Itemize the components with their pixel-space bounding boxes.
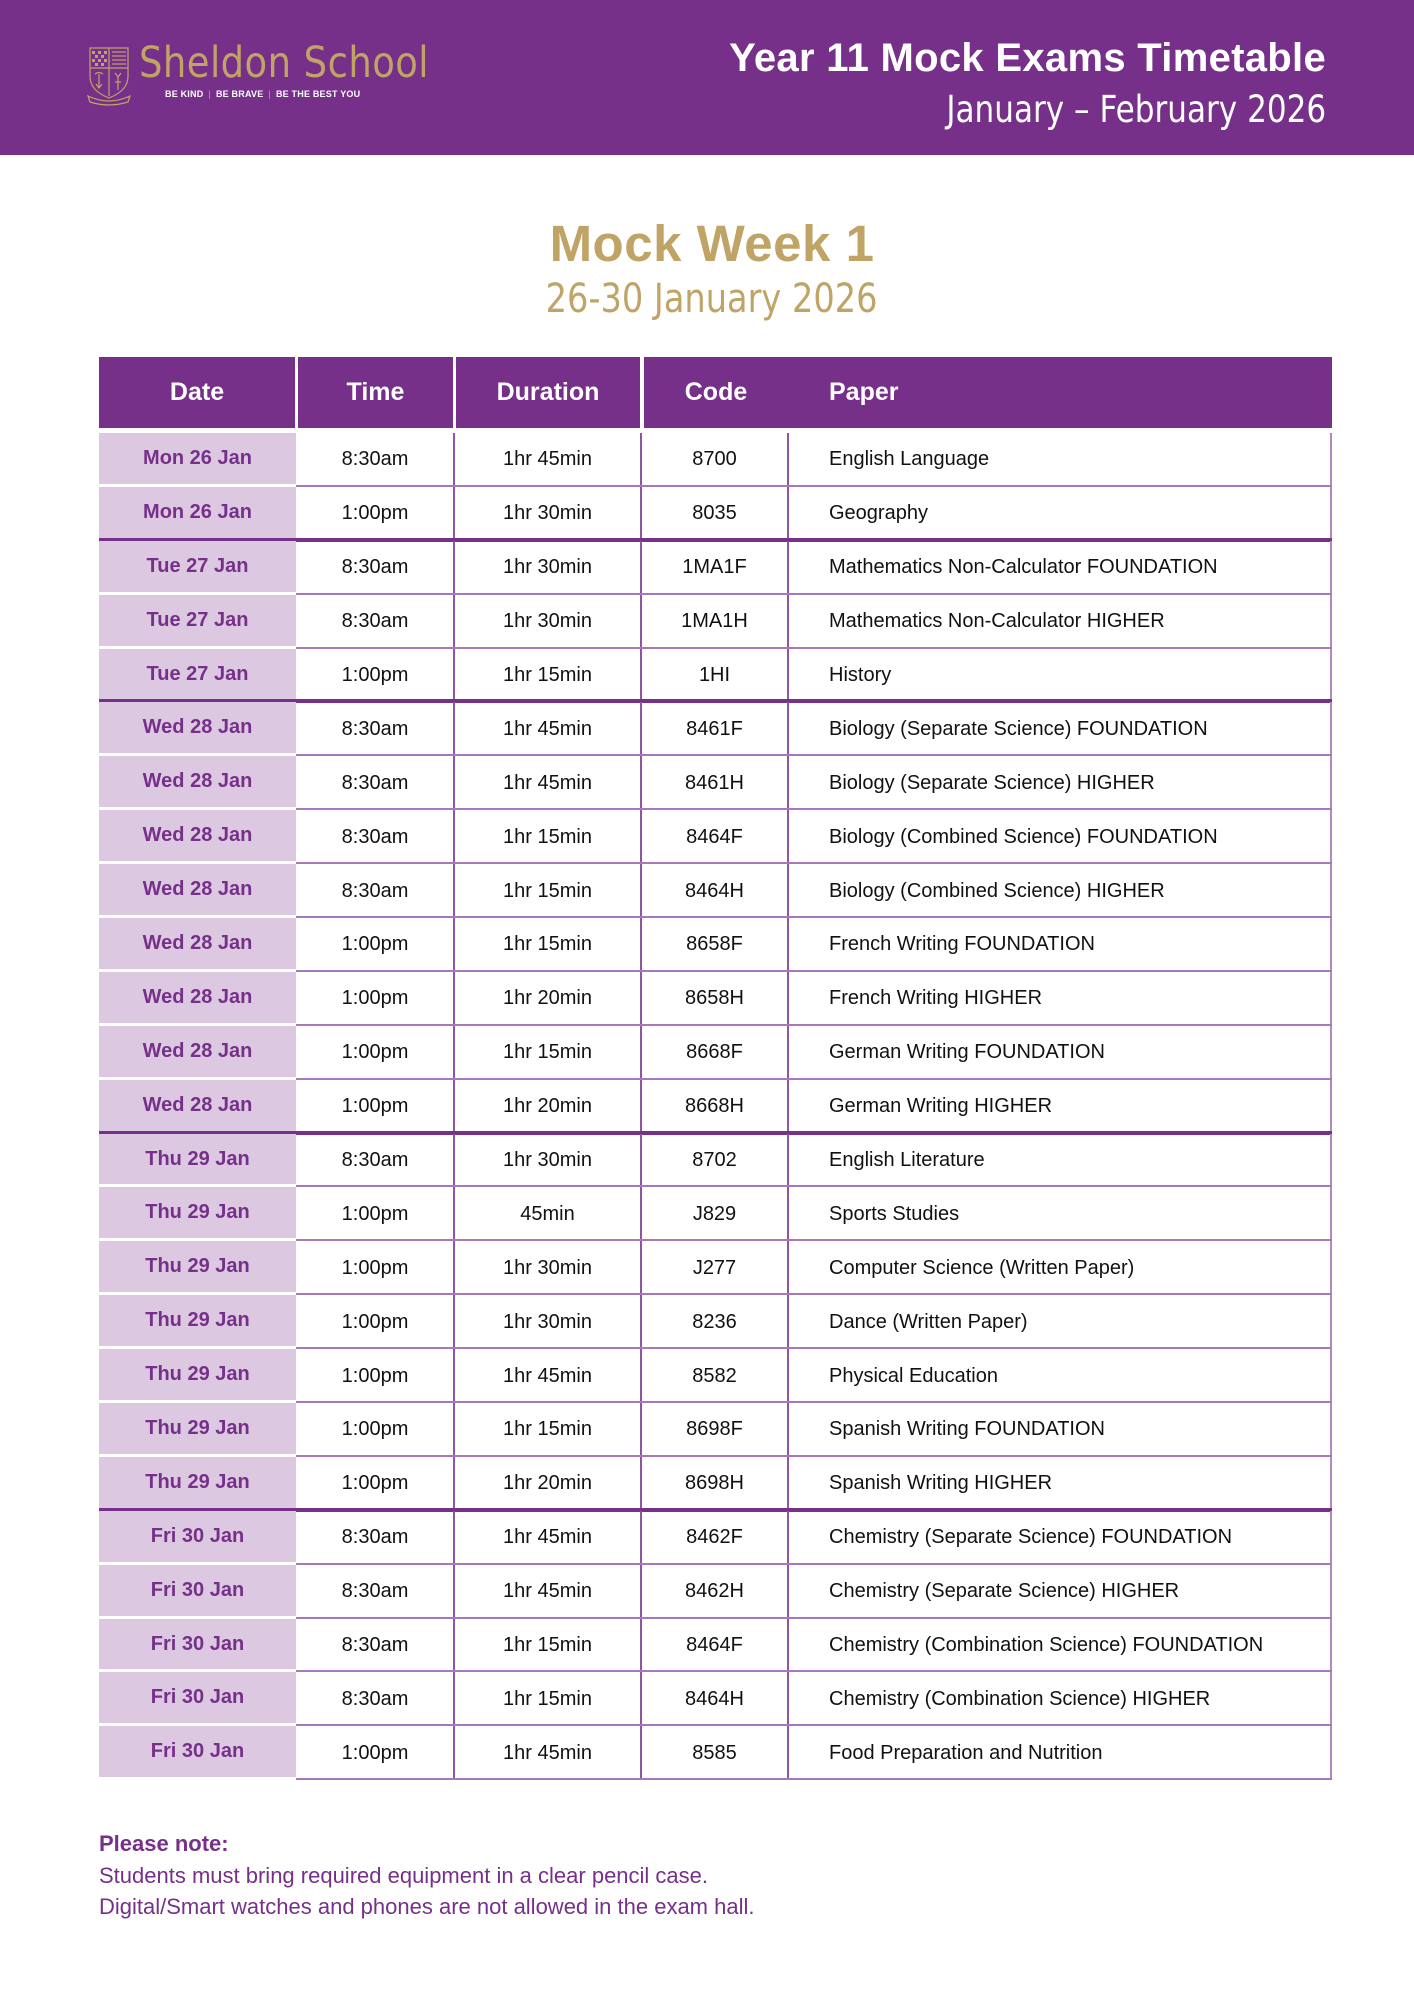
column-divider [453, 595, 455, 649]
paper-cell: History [829, 664, 892, 686]
duration-cell: 45min [520, 1202, 575, 1225]
column-divider [640, 1457, 642, 1511]
paper-cell: English Literature [829, 1149, 985, 1172]
column-divider [453, 864, 455, 918]
paper-cell: English Language [829, 448, 990, 471]
code-cell: 8702 [692, 1149, 737, 1172]
table-row [99, 1672, 1332, 1726]
duration-cell: 1hr 45min [503, 448, 592, 471]
column-divider [453, 1134, 455, 1188]
column-divider [640, 1295, 642, 1349]
code-cell: 8464F [686, 1634, 743, 1657]
table-right-border [1330, 810, 1332, 864]
code-cell: 8035 [692, 502, 737, 525]
paper-cell: Spanish Writing FOUNDATION [829, 1418, 1105, 1441]
table-right-border [1330, 864, 1332, 918]
date-cell: Wed 28 Jan [99, 972, 296, 1023]
column-divider [640, 756, 642, 810]
column-divider [453, 1295, 455, 1349]
column-divider [453, 1511, 455, 1565]
paper-cell: French Writing HIGHER [829, 987, 1043, 1010]
column-divider [640, 918, 642, 972]
column-divider [640, 1026, 642, 1080]
duration-cell: 1hr 15min [503, 1418, 592, 1441]
date-cell: Mon 26 Jan [99, 433, 296, 484]
time-cell: 8:30am [341, 556, 409, 579]
document-subtitle: January – February 2026 [946, 88, 1326, 131]
paper-cell: Geography [829, 502, 928, 525]
duration-cell: 1hr 15min [503, 1634, 592, 1657]
column-divider [787, 433, 789, 487]
column-divider [640, 1134, 642, 1188]
column-divider [640, 1187, 642, 1241]
column-divider [787, 1349, 789, 1403]
table-row [99, 756, 1332, 810]
duration-cell: 1hr 45min [503, 1364, 592, 1387]
time-cell: 8:30am [341, 1526, 409, 1549]
column-divider [640, 1672, 642, 1726]
code-cell: 8658H [685, 987, 744, 1010]
column-divider [787, 1403, 789, 1457]
paper-cell: Physical Education [829, 1364, 998, 1387]
date-cell: Tue 27 Jan [99, 649, 296, 700]
column-divider [787, 1619, 789, 1673]
table-right-border [1330, 1080, 1332, 1134]
time-cell: 8:30am [341, 448, 409, 471]
paper-cell: Chemistry (Separate Science) HIGHER [829, 1580, 1180, 1603]
table-right-border [1330, 1619, 1332, 1673]
code-cell: 8668F [686, 1041, 743, 1064]
date-cell: Thu 29 Jan [99, 1134, 296, 1185]
column-divider [640, 1565, 642, 1619]
table-row [99, 864, 1332, 918]
table-right-border [1330, 702, 1332, 756]
column-divider [453, 649, 455, 703]
table-row [99, 487, 1332, 541]
column-divider [640, 1619, 642, 1673]
column-divider [640, 487, 642, 541]
table-right-border [1330, 1726, 1332, 1780]
column-divider [640, 541, 642, 595]
column-divider [787, 1565, 789, 1619]
paper-cell: Chemistry (Combination Science) HIGHER [829, 1687, 1211, 1710]
column-divider [787, 918, 789, 972]
table-row [99, 918, 1332, 972]
code-cell: 8582 [692, 1364, 737, 1387]
code-cell: 8461H [685, 771, 744, 794]
tagline-part: BE KIND [165, 89, 204, 99]
column-divider [787, 1134, 789, 1188]
table-row [99, 433, 1332, 487]
table-right-border [1330, 541, 1332, 595]
table-right-border [1330, 1349, 1332, 1403]
column-header-duration: Duration [456, 357, 640, 428]
table-right-border [1330, 595, 1332, 649]
column-divider [640, 433, 642, 487]
week-dates-text: 26-30 January 2026 [546, 276, 878, 322]
date-cell: Fri 30 Jan [99, 1619, 296, 1670]
column-header-date: Date [99, 357, 295, 428]
time-cell: 8:30am [341, 1580, 409, 1603]
time-cell: 8:30am [341, 825, 409, 848]
column-divider [787, 595, 789, 649]
column-divider [787, 1295, 789, 1349]
code-cell: 8668H [685, 1095, 744, 1118]
table-row [99, 810, 1332, 864]
table-row [99, 1457, 1332, 1511]
code-cell: 8462H [685, 1580, 744, 1603]
column-divider [453, 433, 455, 487]
column-header-time: Time [298, 357, 453, 428]
column-divider [787, 541, 789, 595]
time-cell: 8:30am [341, 1634, 409, 1657]
date-cell: Fri 30 Jan [99, 1565, 296, 1616]
table-row [99, 1511, 1332, 1565]
date-cell: Thu 29 Jan [99, 1187, 296, 1238]
column-divider [640, 810, 642, 864]
column-divider [640, 1511, 642, 1565]
tagline-divider: | [268, 89, 271, 99]
header-banner [0, 0, 1414, 155]
table-right-border [1330, 1295, 1332, 1349]
paper-cell: French Writing FOUNDATION [829, 933, 1095, 956]
time-cell: 1:00pm [341, 664, 409, 686]
time-cell: 1:00pm [341, 1741, 409, 1764]
table-right-border [1330, 433, 1332, 487]
time-cell: 1:00pm [341, 987, 409, 1010]
column-divider [640, 1726, 642, 1780]
note-heading: Please note: [99, 1831, 229, 1856]
duration-cell: 1hr 15min [503, 664, 592, 686]
column-divider [640, 1080, 642, 1134]
column-divider [787, 1457, 789, 1511]
column-divider [787, 1726, 789, 1780]
exam-table-body [99, 433, 1332, 1780]
table-right-border [1330, 1187, 1332, 1241]
table-right-border [1330, 649, 1332, 703]
column-divider [787, 1026, 789, 1080]
time-cell: 8:30am [341, 1149, 409, 1172]
column-divider [453, 810, 455, 864]
column-header-code: Code [684, 378, 748, 406]
column-divider [453, 1403, 455, 1457]
column-divider [787, 487, 789, 541]
date-cell: Tue 27 Jan [99, 595, 296, 646]
date-cell: Thu 29 Jan [99, 1403, 296, 1454]
paper-cell: German Writing HIGHER [829, 1095, 1053, 1118]
date-cell: Fri 30 Jan [99, 1511, 296, 1562]
table-right-border [1330, 1403, 1332, 1457]
duration-cell: 1hr 30min [503, 610, 592, 633]
please-note [99, 1828, 754, 1923]
column-divider [453, 1565, 455, 1619]
table-row [99, 1403, 1332, 1457]
date-cell: Wed 28 Jan [99, 702, 296, 753]
time-cell: 1:00pm [341, 1310, 409, 1333]
date-cell: Thu 29 Jan [99, 1349, 296, 1400]
code-cell: 8700 [692, 448, 737, 471]
column-divider [453, 541, 455, 595]
time-cell: 1:00pm [341, 1364, 409, 1387]
column-divider [453, 756, 455, 810]
paper-cell: German Writing FOUNDATION [829, 1041, 1105, 1064]
column-divider [453, 1241, 455, 1295]
code-cell: 8462F [686, 1526, 743, 1549]
column-divider [453, 1726, 455, 1780]
time-cell: 8:30am [341, 717, 409, 740]
paper-cell: Chemistry (Combination Science) FOUNDATION [829, 1634, 1264, 1657]
column-divider [453, 1619, 455, 1673]
duration-cell: 1hr 45min [503, 1526, 592, 1549]
table-row [99, 1349, 1332, 1403]
table-right-border [1330, 1672, 1332, 1726]
column-divider [640, 1349, 642, 1403]
duration-cell: 1hr 20min [503, 987, 592, 1010]
tagline-divider: | [208, 89, 211, 99]
table-row [99, 541, 1332, 595]
time-cell: 1:00pm [341, 502, 409, 525]
week-title: Mock Week 1 [549, 215, 875, 272]
table-right-border [1330, 487, 1332, 541]
time-cell: 8:30am [341, 879, 409, 902]
code-cell: 8464H [685, 879, 744, 902]
date-cell: Fri 30 Jan [99, 1726, 296, 1777]
column-divider [453, 972, 455, 1026]
paper-cell: Spanish Writing HIGHER [829, 1472, 1053, 1495]
code-cell: 8236 [692, 1310, 737, 1333]
time-cell: 1:00pm [341, 933, 409, 956]
paper-cell: Biology (Separate Science) HIGHER [829, 771, 1155, 794]
code-cell: J277 [692, 1256, 737, 1279]
duration-cell: 1hr 45min [503, 1741, 592, 1764]
code-cell: J829 [692, 1202, 737, 1225]
column-divider [640, 864, 642, 918]
column-divider [453, 1187, 455, 1241]
date-cell: Thu 29 Jan [99, 1295, 296, 1346]
note-line: Students must bring required equipment in a clear pencil case. [99, 1862, 709, 1888]
column-divider [453, 1026, 455, 1080]
column-divider [787, 1187, 789, 1241]
time-cell: 1:00pm [341, 1256, 409, 1279]
tagline-part: BE BRAVE [215, 89, 264, 99]
duration-cell: 1hr 30min [503, 502, 592, 525]
code-cell: 8658F [686, 933, 743, 956]
column-divider [787, 756, 789, 810]
column-divider [787, 702, 789, 756]
table-row [99, 1080, 1332, 1134]
code-cell: 8464F [686, 825, 743, 848]
time-cell: 8:30am [341, 1687, 409, 1710]
paper-cell: Computer Science (Written Paper) [829, 1256, 1135, 1279]
duration-cell: 1hr 30min [503, 556, 592, 579]
time-cell: 1:00pm [341, 1418, 409, 1441]
school-crest-icon [87, 46, 131, 106]
table-row [99, 1295, 1332, 1349]
code-cell: 1MA1F [682, 556, 747, 579]
note-line: Digital/Smart watches and phones are not allowed in the exam hall. [99, 1894, 755, 1919]
paper-cell: Chemistry (Separate Science) FOUNDATION [829, 1526, 1233, 1549]
table-row [99, 1619, 1332, 1673]
duration-cell: 1hr 20min [503, 1472, 592, 1495]
date-cell: Mon 26 Jan [99, 487, 296, 538]
date-cell: Thu 29 Jan [99, 1457, 296, 1508]
table-row [99, 1241, 1332, 1295]
column-divider [787, 1511, 789, 1565]
tagline-part: BE THE BEST YOU [275, 89, 361, 99]
row-divider [296, 1778, 1332, 1780]
column-divider [453, 702, 455, 756]
table-row [99, 1726, 1332, 1780]
table-right-border [1330, 1457, 1332, 1511]
code-cell: 8464H [685, 1687, 744, 1710]
column-divider [787, 972, 789, 1026]
column-divider [640, 972, 642, 1026]
duration-cell: 1hr 15min [503, 879, 592, 902]
code-cell: 8698H [685, 1472, 744, 1495]
paper-cell: Food Preparation and Nutrition [829, 1741, 1103, 1764]
column-divider [453, 918, 455, 972]
duration-cell: 1hr 45min [503, 717, 592, 740]
date-cell: Wed 28 Jan [99, 756, 296, 807]
table-row [99, 702, 1332, 756]
column-divider [787, 1241, 789, 1295]
duration-cell: 1hr 30min [503, 1149, 592, 1172]
date-cell: Wed 28 Jan [99, 810, 296, 861]
column-divider [787, 810, 789, 864]
table-row [99, 1565, 1332, 1619]
duration-cell: 1hr 15min [503, 1041, 592, 1064]
date-cell: Wed 28 Jan [99, 864, 296, 915]
column-divider [453, 1349, 455, 1403]
table-right-border [1330, 1026, 1332, 1080]
paper-cell: Mathematics Non-Calculator FOUNDATION [829, 556, 1218, 579]
date-cell: Wed 28 Jan [99, 1026, 296, 1077]
table-right-border [1330, 918, 1332, 972]
table-right-border [1330, 1241, 1332, 1295]
duration-cell: 1hr 15min [503, 1687, 592, 1710]
table-header [99, 357, 1332, 428]
table-row [99, 972, 1332, 1026]
time-cell: 8:30am [341, 771, 409, 794]
duration-cell: 1hr 30min [503, 1310, 592, 1333]
date-cell: Thu 29 Jan [99, 1241, 296, 1292]
time-cell: 1:00pm [341, 1095, 409, 1118]
week-dates [0, 276, 1414, 322]
table-row [99, 1026, 1332, 1080]
duration-cell: 1hr 15min [503, 825, 592, 848]
table-right-border [1330, 756, 1332, 810]
column-divider [640, 595, 642, 649]
paper-cell: Biology (Combined Science) HIGHER [829, 879, 1165, 902]
table-row [99, 1134, 1332, 1188]
column-divider [453, 1672, 455, 1726]
time-cell: 8:30am [341, 610, 409, 633]
column-divider [787, 1080, 789, 1134]
column-divider [453, 487, 455, 541]
code-cell: 1HI [698, 664, 731, 686]
paper-cell: Dance (Written Paper) [829, 1310, 1028, 1333]
code-cell: 8698F [686, 1418, 743, 1441]
column-header-paper: Paper [829, 378, 899, 406]
school-tagline [165, 89, 360, 99]
time-cell: 1:00pm [341, 1041, 409, 1064]
date-cell: Wed 28 Jan [99, 1080, 296, 1131]
code-cell: 8585 [692, 1741, 737, 1764]
table-right-border [1330, 972, 1332, 1026]
column-divider [640, 1403, 642, 1457]
column-divider [787, 649, 789, 703]
table-row [99, 595, 1332, 649]
paper-cell: Biology (Separate Science) FOUNDATION [829, 717, 1208, 740]
paper-cell: Sports Studies [829, 1202, 960, 1225]
school-name-logo: Sheldon School [139, 38, 430, 88]
column-divider [640, 1241, 642, 1295]
document-title: Year 11 Mock Exams Timetable [729, 36, 1326, 80]
table-row [99, 1187, 1332, 1241]
duration-cell: 1hr 20min [503, 1095, 592, 1118]
time-cell: 1:00pm [341, 1472, 409, 1495]
duration-cell: 1hr 45min [503, 771, 592, 794]
table-right-border [1330, 1565, 1332, 1619]
duration-cell: 1hr 15min [503, 933, 592, 956]
column-divider [453, 1457, 455, 1511]
date-cell: Tue 27 Jan [99, 541, 296, 592]
code-cell: 8461F [686, 717, 743, 740]
date-cell: Fri 30 Jan [99, 1672, 296, 1723]
paper-cell: Biology (Combined Science) FOUNDATION [829, 825, 1218, 848]
table-right-border [1330, 1511, 1332, 1565]
column-divider [787, 864, 789, 918]
code-cell: 1MA1H [681, 610, 748, 633]
column-divider [640, 702, 642, 756]
column-divider [640, 649, 642, 703]
table-right-border [1330, 1134, 1332, 1188]
paper-cell: Mathematics Non-Calculator HIGHER [829, 610, 1165, 633]
time-cell: 1:00pm [341, 1202, 409, 1225]
table-row [99, 649, 1332, 703]
column-divider [453, 1080, 455, 1134]
date-cell: Wed 28 Jan [99, 918, 296, 969]
duration-cell: 1hr 45min [503, 1580, 592, 1603]
column-divider [787, 1672, 789, 1726]
duration-cell: 1hr 30min [503, 1256, 592, 1279]
